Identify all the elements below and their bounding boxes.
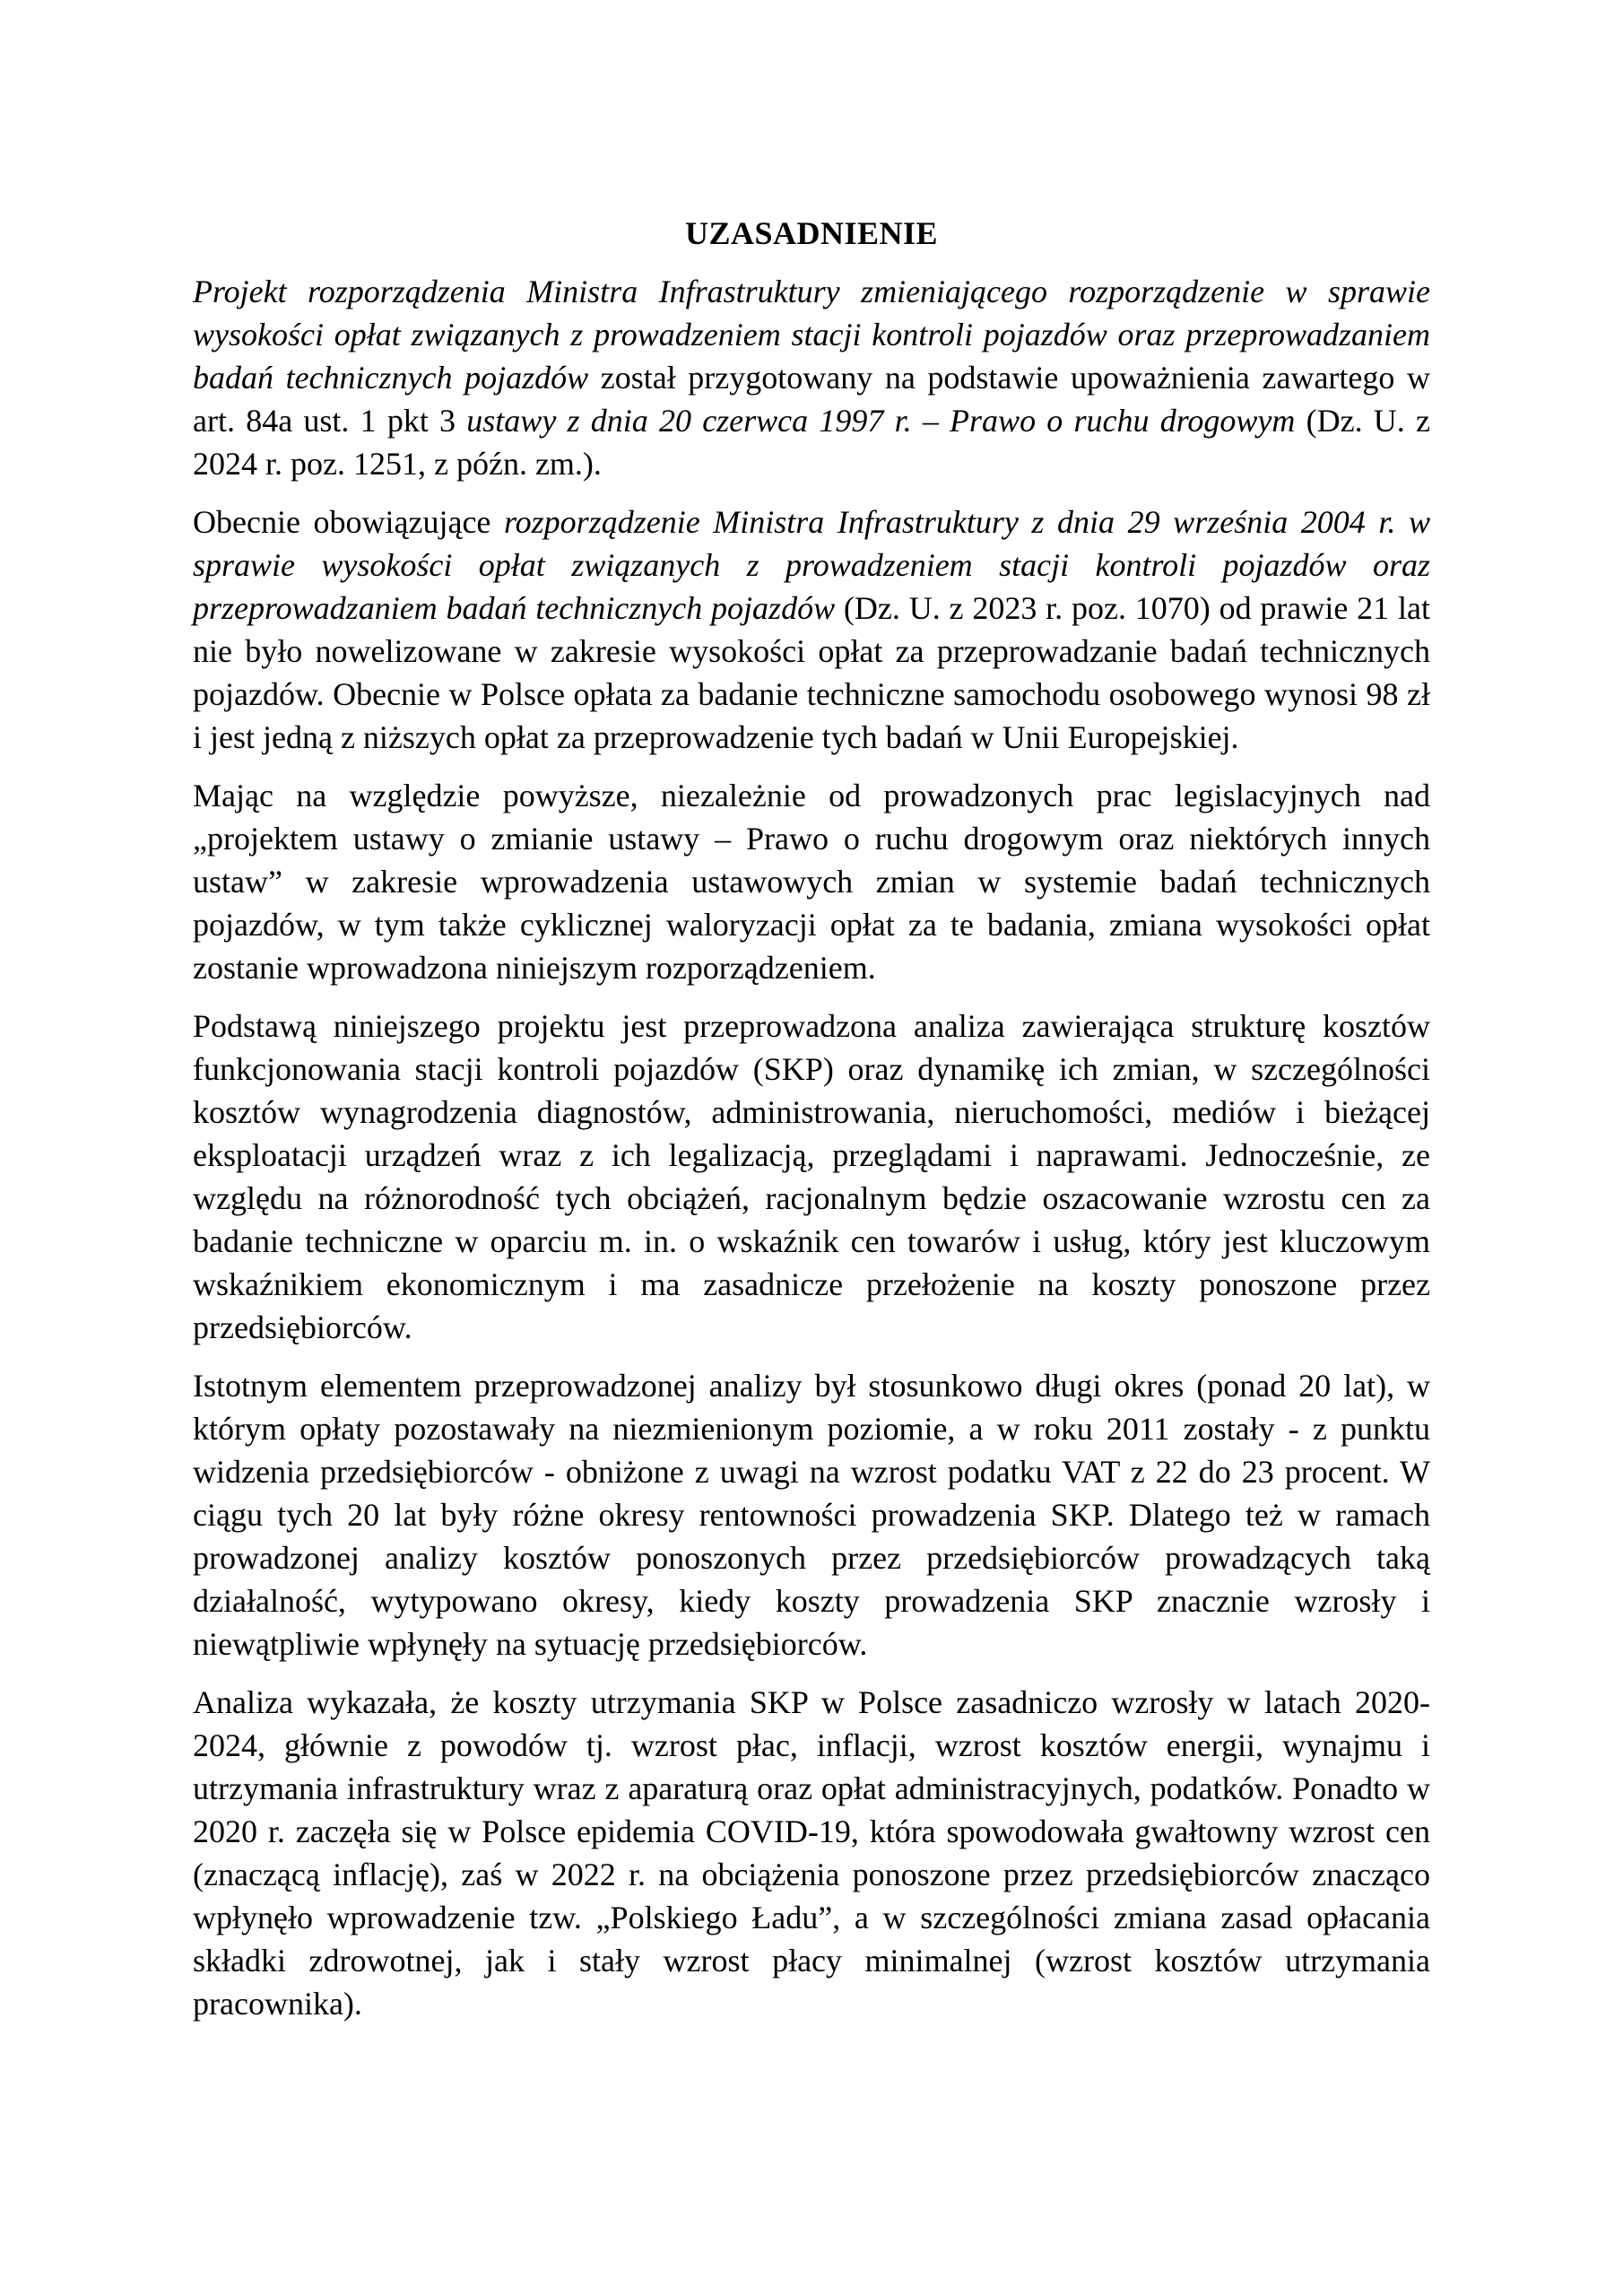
paragraph-6 <box>193 1681 1430 2025</box>
paragraph-4 <box>193 1004 1430 1349</box>
document-title: UZASADNIENIE <box>684 215 939 251</box>
paragraph-1 <box>193 270 1430 485</box>
italic-run: ustawy z dnia 20 czerwca 1997 r. – Prawo o ruchu drogowym <box>466 403 1296 439</box>
text-run: Analiza wykazała, że koszty utrzymania SKP w Polsce zasadniczo wzrosły w latach 2020-2024, głównie z powodów tj. wzrost płac, inflacji, wzrost kosztów energii, wynajmu i utrzymania infrastruktury wraz z aparaturą oraz opłat administracyjnych, podatków. Ponadto w 2020 r. zaczęła się w Polsce epidemia COVID-19, która spowodowała gwałtowny wzrost cen (znaczącą inflację), zaś w 2022 r. na obciążenia ponoszone przez przedsiębiorców znacząco wpłynęło wprowadzenie tzw. „Polskiego Ładu”, a w szczególności zmiana zasad opłacania składki zdrowotnej, jak i stały wzrost płacy minimalnej (wzrost kosztów utrzymania pracownika). <box>193 1684 1430 2022</box>
italic-run: rozporządzenie Ministra Infrastruktury z dnia 29 września 2004 r. w sprawie wysokości opłat związanych z prowadzeniem stacji kontroli pojazdów oraz przeprowadzaniem badań technicznych pojazdów <box>193 504 1430 626</box>
text-run: (Dz. U. z 2024 r. poz. 1251, z późn. zm.). <box>193 403 1430 482</box>
paragraph-2 <box>193 500 1430 759</box>
text-run: Obecnie obowiązujące <box>193 504 504 540</box>
text-run: Mając na względzie powyższe, niezależnie od prowadzonych prac legislacyjnych nad „projektem ustawy o zmianie ustawy – Prawo o ruchu drogowym oraz niektórych innych ustaw” w zakresie wprowadzenia ustawowych zmian w systemie badań technicznych pojazdów, w tym także cyklicznej waloryzacji opłat za te badania, zmiana wysokości opłat zostanie wprowadzona niniejszym rozporządzeniem. <box>193 778 1430 986</box>
paragraph-5 <box>193 1364 1430 1665</box>
text-run: Podstawą niniejszego projektu jest przeprowadzona analiza zawierająca strukturę kosztów funkcjonowania stacji kontroli pojazdów (SKP) oraz dynamikę ich zmian, w szczególności kosztów wynagrodzenia diagnostów, administrowania, nieruchomości, mediów i bieżącej eksploatacji urządzeń wraz z ich legalizacją, przeglądami i naprawami. Jednocześnie, ze względu na różnorodność tych obciążeń, racjonalnym będzie oszacowanie wzrostu cen za badanie techniczne w oparciu m. in. o wskaźnik cen towarów i usług, który jest kluczowym wskaźnikiem ekonomicznym i ma zasadnicze przełożenie na koszty ponoszone przez przedsiębiorców. <box>193 1008 1430 1345</box>
document-body <box>193 270 1430 2025</box>
italic-run: Projekt rozporządzenia Ministra Infrastruktury zmieniającego rozporządzenie w sprawie wysokości opłat związanych z prowadzeniem stacji kontroli pojazdów oraz przeprowadzaniem badań technicznych pojazdów <box>193 274 1430 396</box>
text-run: został przygotowany na podstawie upoważnienia zawartego w art. 84a ust. 1 pkt 3 <box>193 360 1430 439</box>
text-run: Istotnym elementem przeprowadzonej analizy był stosunkowo długi okres (ponad 20 lat), w którym opłaty pozostawały na niezmienionym poziomie, a w roku 2011 zostały - z punktu widzenia przedsiębiorców - obniżone z uwagi na wzrost podatku VAT z 22 do 23 procent. W ciągu tych 20 lat były różne okresy rentowności prowadzenia SKP. Dlatego też w ramach prowadzonej analizy kosztów ponoszonych przez przedsiębiorców prowadzących taką działalność, wytypowano okresy, kiedy koszty prowadzenia SKP znacznie wzrosły i niewątpliwie wpłynęły na sytuację przedsiębiorców. <box>193 1368 1430 1662</box>
paragraph-3 <box>193 774 1430 989</box>
text-run: (Dz. U. z 2023 r. poz. 1070) od prawie 21 lat nie było nowelizowane w zakresie wysokości opłat za przeprowadzanie badań technicznych pojazdów. Obecnie w Polsce opłata za badanie techniczne samochodu osobowego wynosi 98 zł i jest jedną z niższych opłat za przeprowadzenie tych badań w Unii Europejskiej. <box>193 590 1430 755</box>
